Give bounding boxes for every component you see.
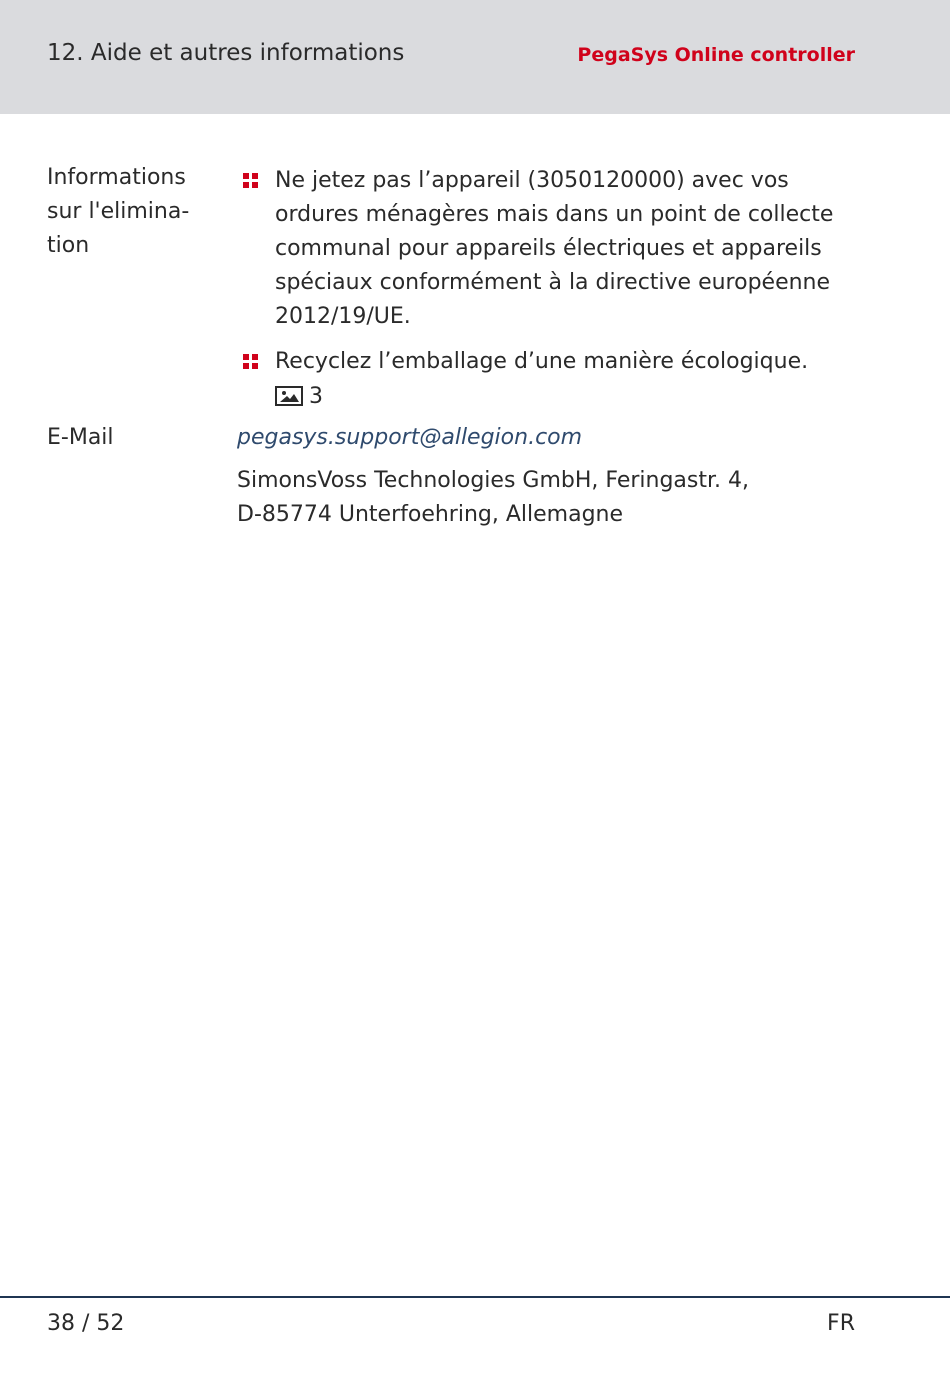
disposal-label-line: sur l'elimina- xyxy=(47,199,190,224)
disposal-label-line: tion xyxy=(47,233,90,258)
text-line: ordures ménagères mais dans un point de collecte xyxy=(275,202,834,227)
page-header xyxy=(0,0,950,114)
figure-number: 3 xyxy=(309,384,323,409)
text-line: 2012/19/UE. xyxy=(275,304,411,329)
footer-divider xyxy=(0,1296,950,1298)
figure-reference[interactable] xyxy=(275,380,323,414)
text-line: communal pour appareils électriques et appareils xyxy=(275,236,822,261)
bullet-text xyxy=(275,345,875,379)
disposal-label xyxy=(47,161,189,263)
bullet-icon xyxy=(243,173,259,189)
address-line: D-85774 Unterfoehring, Allemagne xyxy=(237,502,624,527)
image-icon xyxy=(275,386,303,406)
bullet-icon xyxy=(243,354,259,370)
bullet-text xyxy=(275,164,875,334)
page-number: 38 / 52 xyxy=(47,1311,125,1336)
company-address xyxy=(237,464,749,532)
email-link[interactable]: pegasys.support@allegion.com xyxy=(237,425,583,450)
product-name: PegaSys Online controller xyxy=(577,44,855,66)
section-title: 12. Aide et autres informations xyxy=(47,40,405,66)
text-line: Recyclez l’emballage d’une manière écologique. xyxy=(275,349,809,374)
text-line: Ne jetez pas l’appareil (3050120000) avec vos xyxy=(275,168,789,193)
text-line: spéciaux conformément à la directive européenne xyxy=(275,270,831,295)
address-line: SimonsVoss Technologies GmbH, Feringastr. 4, xyxy=(237,468,750,493)
email-label: E-Mail xyxy=(47,425,114,450)
language-code: FR xyxy=(827,1311,855,1336)
disposal-label-line: Informations xyxy=(47,165,186,190)
